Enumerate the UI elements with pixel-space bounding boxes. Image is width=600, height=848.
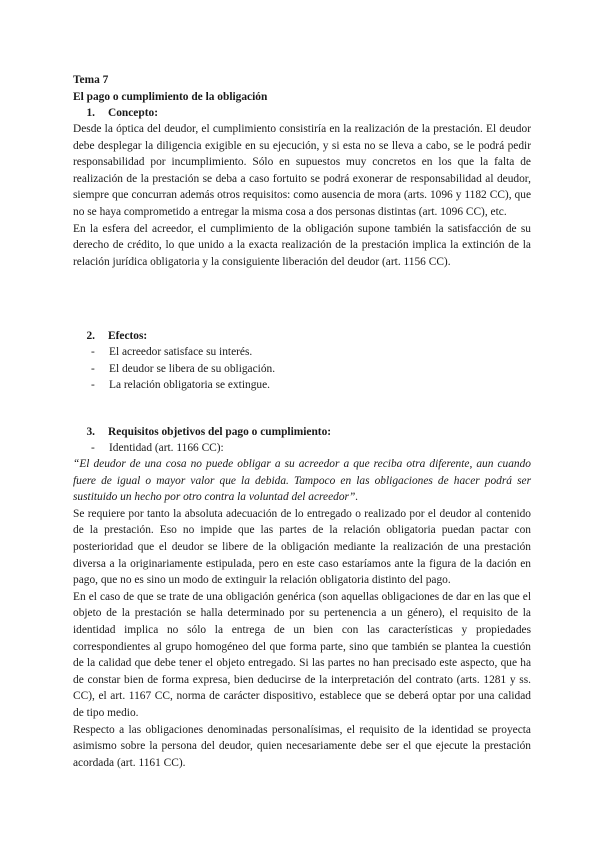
section-1-paragraph-1: Desde la óptica del deudor, el cumplimiento consistiría en la realización de la prestación. El deudor debe desplegar la diligencia exigible en su ejecución, y si esta no se lleva a cabo, se le podrá pedir responsabilidad por incumplimiento. Sólo en supuestos muy concretos en los que la falta de realización de la prestación se deba a caso fortuito se podrá exonerar de responsabilidad al deudor, siempre que concurran además otros requisitos: como ausencia de mora (arts. 1096 y 1182 CC), que no se haya comprometido a entregar la misma cosa a dos personas distintas (art. 1096 CC), etc.	[73, 123, 531, 218]
section-2-list	[73, 344, 531, 394]
section-3-title: Requisitos objetivos del pago o cumplimiento:	[108, 426, 332, 438]
section-1-number: 1.	[86, 107, 95, 119]
section-1-title: Concepto:	[108, 107, 158, 119]
list-item: - Identidad (art. 1166 CC):	[73, 440, 531, 457]
section-3-list	[73, 440, 531, 457]
list-item: - El acreedor satisface su interés.	[73, 344, 531, 361]
section-3-paragraph-3: Respecto a las obligaciones denominadas personalísimas, el requisito de la identidad se proyecta asimismo sobre la persona del deudor, quien necesariamente debe ser el que ejecute la prestación acordada (art. 1161 CC).	[73, 723, 531, 769]
list-item: - El deudor se libera de su obligación.	[73, 361, 531, 378]
title-line-2: El pago o cumplimiento de la obligación	[73, 90, 268, 103]
section-2-number: 2.	[86, 330, 95, 342]
document-title	[73, 72, 531, 105]
section-3-body	[73, 456, 531, 771]
section-3-number: 3.	[86, 426, 95, 438]
section-2-heading	[73, 328, 531, 345]
list-item: - La relación obligatoria se extingue.	[73, 377, 531, 394]
section-3-paragraph-1: Se requiere por tanto la absoluta adecuación de lo entregado o realizado por el deudor al contenido de la prestación. Eso no impide que las partes de la relación obligatoria puedan pactar con posterioridad que el deudor se libere de la obligación mediante la realización de una prestación diversa a la originariamente estipulada, pero en este caso estaríamos ante la figura de la dación en pago, que no es sino un modo de extinguir la relación obligatoria distinto del pago.	[73, 507, 531, 587]
section-3-paragraph-2: En el caso de que se trate de una obligación genérica (son aquellas obligaciones de dar en las que el objeto de la prestación se halla determinado por su pertenencia a un género), el requisito de la identidad implica no sólo la entrega de un bien con las características y propiedades correspondientes al grupo homogéneo del que forma parte, sino que también se plantea la cuestión de la calidad que debe tener el objeto entregado. Si las partes no han precisado este aspecto, que ha de constar bien de forma expresa, bien deducirse de la interpretación del contrato (arts. 1281 y ss. CC), el art. 1167 CC, norma de carácter dispositivo, establece que se deberá optar por una calidad de tipo medio.	[73, 590, 531, 719]
section-1-body	[73, 121, 531, 270]
section-3-heading	[73, 424, 531, 441]
section-1-heading	[73, 105, 531, 122]
legal-quote: “El deudor de una cosa no puede obligar a su acreedor a que reciba otra diferente, aun cuando fuere de igual o mayor valor que la debida. Tampoco en las obligaciones de hacer podrá ser sustituido un hecho por otro contra la voluntad del acreedor”.	[73, 458, 531, 504]
section-1-paragraph-2: En la esfera del acreedor, el cumplimiento de la obligación supone también la satisfacción de su derecho de crédito, lo que unido a la exacta realización de la prestación implica la extinción de la relación jurídica obligatoria y la consiguiente liberación del deudor (art. 1156 CC).	[73, 222, 531, 268]
section-2-title: Efectos:	[108, 330, 148, 342]
title-line-1: Tema 7	[73, 74, 109, 86]
